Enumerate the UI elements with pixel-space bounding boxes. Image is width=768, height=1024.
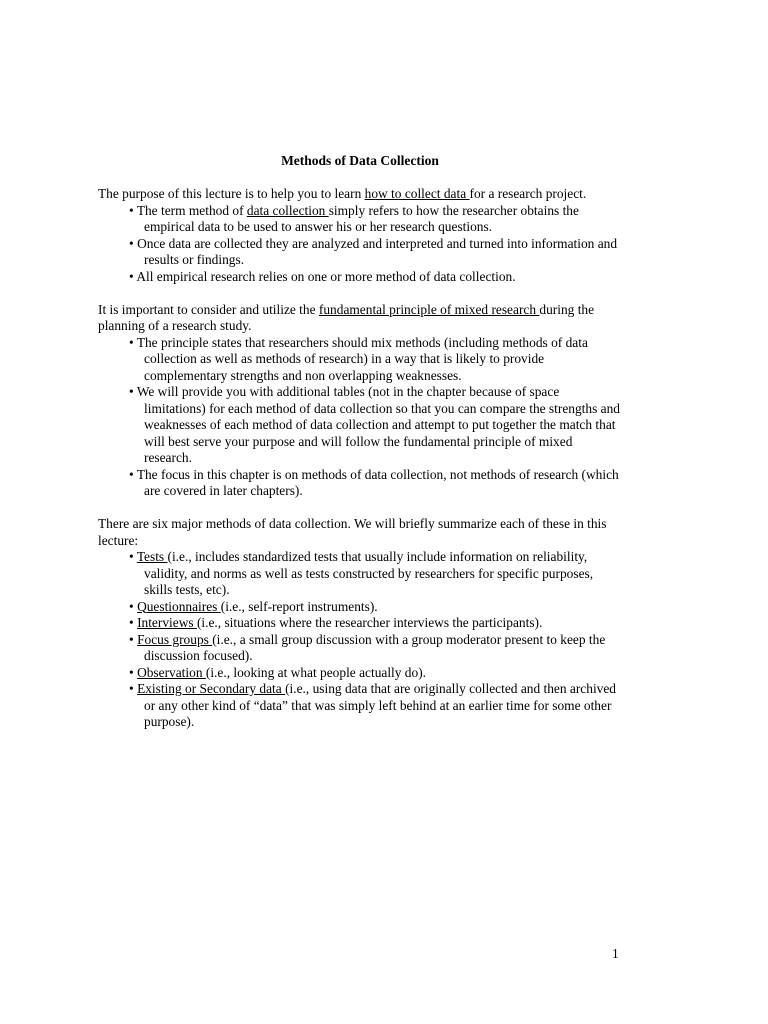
method-desc: (i.e., using data that are originally collected and then archived or any other kind of “data” that was simply left behind at an earlier time for some other purpose). xyxy=(144,681,616,729)
bullet-marker: • xyxy=(129,615,134,630)
list-item: • The focus in this chapter is on methods of data collection, not methods of research (which are covered in later chapters). xyxy=(129,466,619,498)
bullet-marker: • xyxy=(129,681,134,696)
document-body xyxy=(98,186,623,731)
method-desc: (i.e., includes standardized tests that usually include information on reliability, validity, and norms as well as tests constructed by researchers for specific purposes, skills tests, etc). xyxy=(144,549,594,597)
bullet-marker: • xyxy=(129,598,134,614)
data-collection-term: data collection xyxy=(246,202,329,218)
six-methods-paragraph: There are six major methods of data collection. We will briefly summarize each of these in this lecture: xyxy=(98,516,607,548)
list-item-interviews xyxy=(98,615,623,632)
methods-bullet-list xyxy=(98,549,623,731)
list-item: • We will provide you with additional tables (not in the chapter because of space limitations) for each method of data collection so that you can compare the strengths and weaknesses of each method of data collection and attempt to put together the match that will best serve your purpose and will follow the fundamental principle of mixed research. xyxy=(129,384,620,465)
intro-paragraph xyxy=(98,186,623,203)
method-desc: (i.e., situations where the researcher interviews the participants). xyxy=(196,615,543,630)
list-item-existing-data xyxy=(98,681,623,731)
method-desc: (i.e., a small group discussion with a group moderator present to keep the discussion focused). xyxy=(144,631,606,663)
how-to-collect-data-link: how to collect data xyxy=(364,186,470,201)
method-desc: (i.e., self-report instruments). xyxy=(220,598,378,614)
list-item-questionnaires xyxy=(98,599,623,616)
bullet-marker: • xyxy=(129,384,134,399)
method-term: Interviews xyxy=(137,615,197,630)
method-term: Observation xyxy=(137,664,206,680)
page-number: 1 xyxy=(612,946,619,961)
section1-bullet-list xyxy=(98,203,623,286)
list-item-focus-groups xyxy=(98,632,623,665)
list-item-tests xyxy=(98,549,623,599)
paragraph-gap xyxy=(98,285,623,302)
list-item: • The term method of data collection simply refers to how the researcher obtains the empirical data to be used to answer his or her research questions. xyxy=(129,202,579,234)
list-item: • The principle states that researchers should mix methods (including methods of data collection as well as methods of research) in a way that is likely to provide complementary strengths and non overlapping weaknesses. xyxy=(129,334,588,383)
paragraph-gap xyxy=(98,500,623,517)
method-term: Questionnaires xyxy=(137,598,221,614)
bullet-marker: • xyxy=(129,631,134,647)
page-title: Methods of Data Collection xyxy=(281,153,439,168)
intro-text-end: for a research project. xyxy=(469,186,587,201)
section2-bullet-list xyxy=(98,335,623,500)
bullet-marker: • xyxy=(129,466,134,482)
method-desc: (i.e., looking at what people actually do). xyxy=(205,664,427,680)
bullet-marker: • xyxy=(129,664,134,680)
method-term: Focus groups xyxy=(137,631,213,647)
bullet-marker: • xyxy=(129,549,134,564)
bullet-marker: • xyxy=(129,334,134,350)
method-term: Existing or Secondary data xyxy=(137,681,286,696)
bullet-marker: • xyxy=(129,268,134,284)
intro-text: The purpose of this lecture is to help you to learn xyxy=(98,186,365,201)
method-term: Tests xyxy=(136,549,168,564)
bullet-marker: • xyxy=(129,235,134,251)
list-item-observation xyxy=(98,665,623,682)
bullet-marker: • xyxy=(129,202,134,218)
list-item: • All empirical research relies on one or more method of data collection. xyxy=(129,268,516,284)
fundamental-principle-link: fundamental principle of mixed research xyxy=(318,301,540,317)
mixed-research-paragraph: It is important to consider and utilize the fundamental principle of mixed research during the planning of a research study. xyxy=(98,301,595,333)
list-item: • Once data are collected they are analyzed and interpreted and turned into information and results or findings. xyxy=(129,235,618,267)
